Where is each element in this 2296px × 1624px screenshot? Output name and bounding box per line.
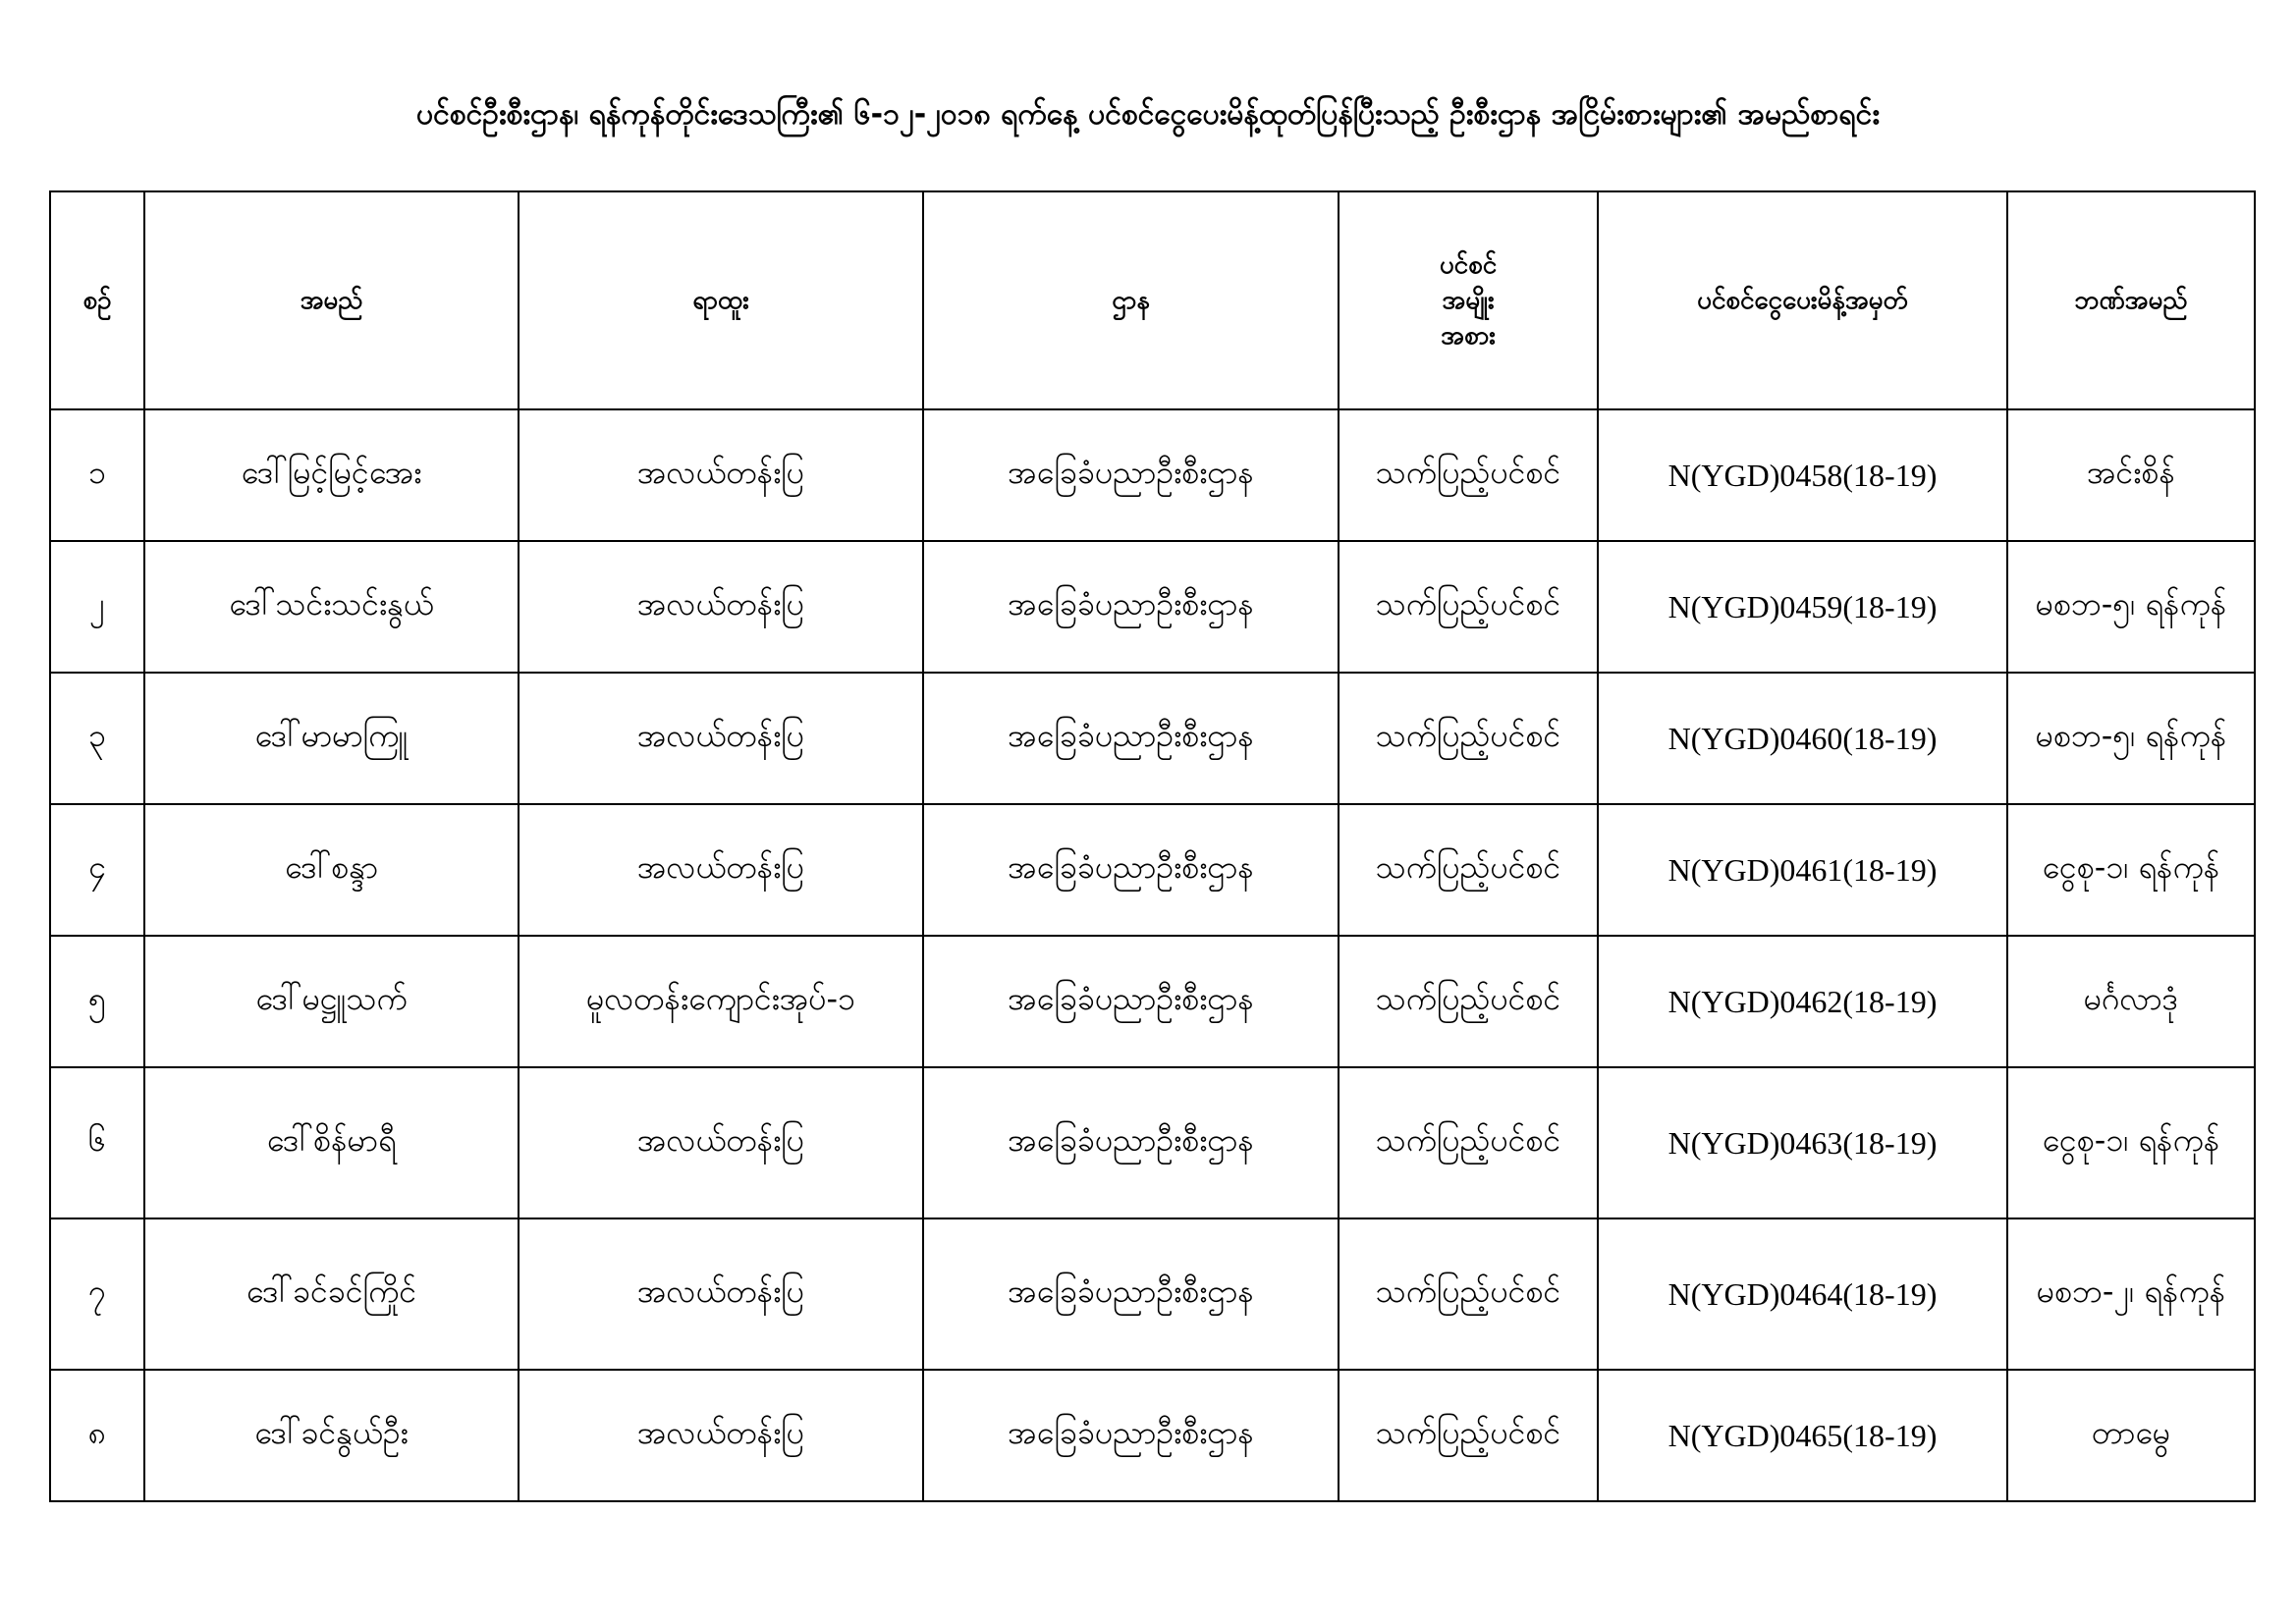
header-department: ဌာန (923, 191, 1339, 409)
cell-no: ၆ (50, 1067, 144, 1218)
header-pension-type (1339, 191, 1598, 409)
table-row (50, 804, 2255, 936)
cell-rank: မူလတန်းကျောင်းအုပ်-၁ (519, 936, 923, 1067)
cell-bank: ငွေစု-၁၊ ရန်ကုန် (2007, 804, 2255, 936)
cell-certificate: N(YGD)0460(18-19) (1598, 673, 2007, 804)
cell-certificate: N(YGD)0463(18-19) (1598, 1067, 2007, 1218)
table-row (50, 1370, 2255, 1501)
cell-department: အခြေခံပညာဦးစီးဌာန (923, 1218, 1339, 1370)
cell-certificate: N(YGD)0459(18-19) (1598, 541, 2007, 673)
page-title: ပင်စင်ဦးစီးဌာန၊ ရန်ကုန်တိုင်းဒေသကြီး၏ ၆-၁၂-၂၀၁၈ ရက်နေ့ ပင်စင်ငွေပေးမိန့်ထုတ်ပြန်ပြီးသည့် ဦးစီးဌာန အငြိမ်းစားများ၏ အမည်စာရင်း (416, 97, 1880, 132)
cell-department: အခြေခံပညာဦးစီးဌာန (923, 1370, 1339, 1501)
table-row (50, 1218, 2255, 1370)
header-certificate: ပင်စင်ငွေပေးမိန့်အမှတ် (1598, 191, 2007, 409)
cell-bank: အင်းစိန် (2007, 409, 2255, 541)
table-row (50, 541, 2255, 673)
cell-rank: အလယ်တန်းပြ (519, 804, 923, 936)
cell-certificate: N(YGD)0464(18-19) (1598, 1218, 2007, 1370)
table-row (50, 409, 2255, 541)
cell-bank: မစဘ-၅၊ ရန်ကုန် (2007, 541, 2255, 673)
header-bank: ဘဏ်အမည် (2007, 191, 2255, 409)
cell-no: ၅ (50, 936, 144, 1067)
table-row (50, 673, 2255, 804)
cell-pension-type: သက်ပြည့်ပင်စင် (1339, 1218, 1598, 1370)
header-rank: ရာထူး (519, 191, 923, 409)
cell-no: ၁ (50, 409, 144, 541)
cell-department: အခြေခံပညာဦးစီးဌာန (923, 1067, 1339, 1218)
cell-rank: အလယ်တန်းပြ (519, 673, 923, 804)
cell-name: ဒေါ်မြင့်မြင့်အေး (144, 409, 519, 541)
cell-pension-type: သက်ပြည့်ပင်စင် (1339, 409, 1598, 541)
header-no: စဉ် (50, 191, 144, 409)
cell-pension-type: သက်ပြည့်ပင်စင် (1339, 1067, 1598, 1218)
cell-department: အခြေခံပညာဦးစီးဌာန (923, 936, 1339, 1067)
cell-name: ဒေါ်စန္ဒာ (144, 804, 519, 936)
cell-department: အခြေခံပညာဦးစီးဌာန (923, 673, 1339, 804)
cell-rank: အလယ်တန်းပြ (519, 409, 923, 541)
header-pension-type-line2: အမျိုး (1442, 286, 1495, 315)
cell-department: အခြေခံပညာဦးစီးဌာန (923, 541, 1339, 673)
table-row (50, 936, 2255, 1067)
cell-rank: အလယ်တန်းပြ (519, 1370, 923, 1501)
cell-bank: မစဘ-၅၊ ရန်ကုန် (2007, 673, 2255, 804)
cell-bank: တာမွေ (2007, 1370, 2255, 1501)
cell-department: အခြေခံပညာဦးစီးဌာန (923, 409, 1339, 541)
cell-name: ဒေါ်ခင်နွယ်ဦး (144, 1370, 519, 1501)
cell-pension-type: သက်ပြည့်ပင်စင် (1339, 936, 1598, 1067)
header-row (50, 191, 2255, 409)
cell-department: အခြေခံပညာဦးစီးဌာန (923, 804, 1339, 936)
cell-pension-type: သက်ပြည့်ပင်စင် (1339, 673, 1598, 804)
cell-pension-type: သက်ပြည့်ပင်စင် (1339, 541, 1598, 673)
cell-bank: ငွေစု-၁၊ ရန်ကုန် (2007, 1067, 2255, 1218)
cell-certificate: N(YGD)0461(18-19) (1598, 804, 2007, 936)
cell-certificate: N(YGD)0465(18-19) (1598, 1370, 2007, 1501)
cell-pension-type: သက်ပြည့်ပင်စင် (1339, 1370, 1598, 1501)
cell-certificate: N(YGD)0458(18-19) (1598, 409, 2007, 541)
cell-certificate: N(YGD)0462(18-19) (1598, 936, 2007, 1067)
cell-bank: မင်္ဂလာဒုံ (2007, 936, 2255, 1067)
cell-rank: အလယ်တန်းပြ (519, 541, 923, 673)
cell-rank: အလယ်တန်းပြ (519, 1067, 923, 1218)
header-pension-type-line1: ပင်စင် (1439, 250, 1498, 280)
cell-no: ၃ (50, 673, 144, 804)
cell-name: ဒေါ်ခင်ခင်ကြိုင် (144, 1218, 519, 1370)
pensioner-table (49, 190, 2256, 1502)
cell-no: ၈ (50, 1370, 144, 1501)
cell-no: ၂ (50, 541, 144, 673)
cell-name: ဒေါ်မဋ္ဌူသက် (144, 936, 519, 1067)
cell-rank: အလယ်တန်းပြ (519, 1218, 923, 1370)
cell-name: ဒေါ်သင်းသင်းနွယ် (144, 541, 519, 673)
header-pension-type-line3: အစား (1441, 321, 1496, 351)
cell-no: ၄ (50, 804, 144, 936)
cell-bank: မစဘ-၂၊ ရန်ကုန် (2007, 1218, 2255, 1370)
table-row (50, 1067, 2255, 1218)
cell-no: ၇ (50, 1218, 144, 1370)
header-name: အမည် (144, 191, 519, 409)
cell-pension-type: သက်ပြည့်ပင်စင် (1339, 804, 1598, 936)
cell-name: ဒေါ်စိန်မာရီ (144, 1067, 519, 1218)
cell-name: ဒေါ်မာမာကြူ (144, 673, 519, 804)
